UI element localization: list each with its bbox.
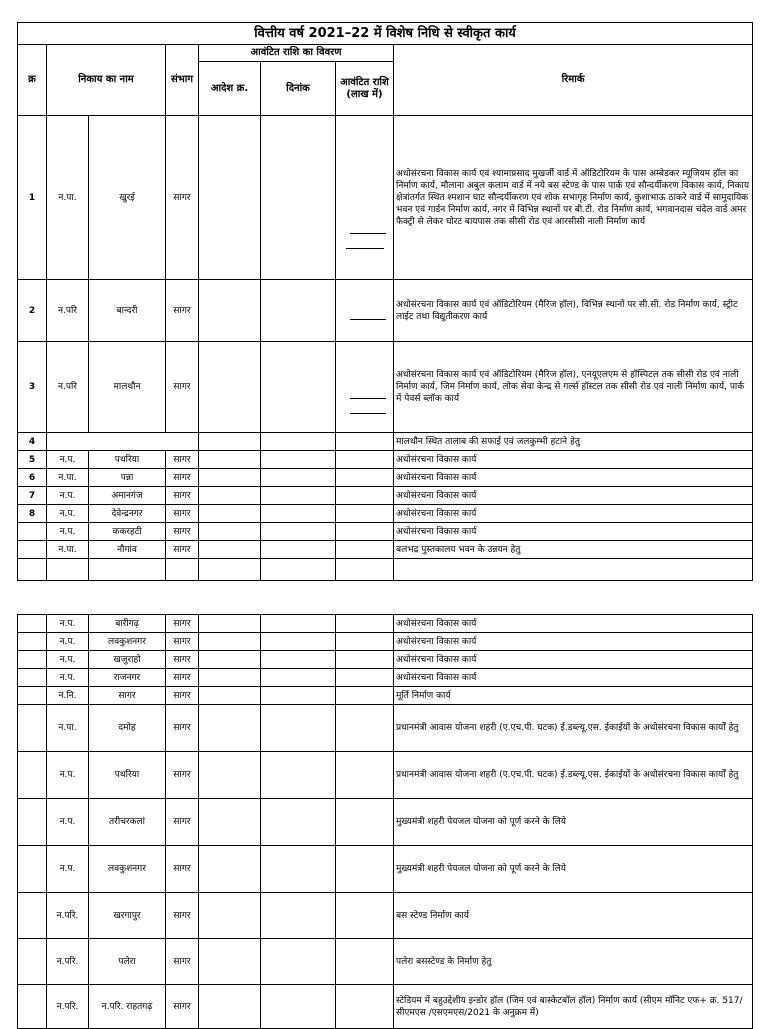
table-row — [18, 615, 753, 633]
header-sno: क्र — [18, 45, 47, 116]
row-remark: प्रधानमंत्री आवास योजना शहरी (ए.एच.पी. घटक) ई.डब्ल्यू.एस. ईकाईयों के अधोसंरचना विकास कार्यों हेतु — [394, 752, 753, 799]
row-amount — [336, 487, 394, 505]
row-type: न.नि. — [47, 687, 89, 705]
row-name: पन्ना — [89, 469, 166, 487]
table-row — [18, 846, 753, 893]
row-remark: मालथौन स्थित तालाब की सफाई एवं जलकुम्भी हटाने हेतु — [394, 433, 753, 451]
table-row — [18, 116, 753, 280]
row-date — [261, 469, 336, 487]
row-remark: अधोसंरचना विकास कार्य — [394, 633, 753, 651]
row-division: सागर — [166, 893, 199, 939]
row-amount — [336, 451, 394, 469]
row-division: सागर — [166, 523, 199, 541]
row-division: सागर — [166, 505, 199, 523]
row-remark: मुख्यमंत्री शहरी पेयजल योजना को पूर्ण करने के लिये — [394, 799, 753, 846]
row-date — [261, 280, 336, 342]
header-order-no: आदेश क्र. — [199, 62, 261, 116]
row-type: न.प. — [47, 846, 89, 893]
row-type: न.परि — [47, 280, 89, 342]
row-name: खजुराहो — [89, 651, 166, 669]
row-sno — [18, 541, 47, 559]
row-amount — [336, 280, 394, 342]
row-division: सागर — [166, 687, 199, 705]
row-amount — [336, 433, 394, 451]
table-row — [18, 433, 753, 451]
row-order-no — [199, 541, 261, 559]
row-order-no — [199, 280, 261, 342]
row-order-no — [199, 505, 261, 523]
row-division: सागर — [166, 342, 199, 433]
row-remark: अधोसंरचना विकास कार्य — [394, 651, 753, 669]
row-date — [261, 116, 336, 280]
header-date: दिनांक — [261, 62, 336, 116]
sanction-table-page2 — [17, 614, 753, 1029]
page-title: वित्तीय वर्ष 2021–22 में विशेष निधि से स्वीकृत कार्य — [18, 23, 753, 45]
row-division: सागर — [166, 451, 199, 469]
row-remark: अधोसंरचना विकास कार्य — [394, 487, 753, 505]
row-order-no — [199, 487, 261, 505]
row-division: सागर — [166, 669, 199, 687]
row-type: न.परि. — [47, 985, 89, 1029]
row-division: सागर — [166, 615, 199, 633]
row-division: सागर — [166, 939, 199, 985]
row-type: न.प. — [47, 487, 89, 505]
table-row — [18, 985, 753, 1029]
row-sno: 5 — [18, 451, 47, 469]
row-division: सागर — [166, 116, 199, 280]
row-order-no — [199, 523, 261, 541]
row-name: लवकुशनगर — [89, 633, 166, 651]
row-division: सागर — [166, 651, 199, 669]
row-remark: मूर्ति निर्माण कार्य — [394, 687, 753, 705]
row-order-no — [199, 433, 261, 451]
table-row — [18, 687, 753, 705]
header-division: संभाग — [166, 45, 199, 116]
row-division: सागर — [166, 487, 199, 505]
table-row — [18, 541, 753, 559]
row-type: न.पा. — [47, 116, 89, 280]
table-row — [18, 342, 753, 433]
row-type: न.परि — [47, 342, 89, 433]
row-type: न.प. — [47, 669, 89, 687]
row-type: न.प. — [47, 651, 89, 669]
row-type: न.परि. — [47, 939, 89, 985]
row-sno: 4 — [18, 433, 47, 451]
table-row — [18, 893, 753, 939]
row-division: सागर — [166, 280, 199, 342]
table-row — [18, 939, 753, 985]
row-name: देवेन्द्रनगर — [89, 505, 166, 523]
row-name: बान्दरी — [89, 280, 166, 342]
row-name: नौगांव — [89, 541, 166, 559]
row-name: पलेरा — [89, 939, 166, 985]
row-type: न.परि. — [47, 893, 89, 939]
row-name: सागर — [89, 687, 166, 705]
row-name: दमोह — [89, 705, 166, 752]
row-amount — [336, 469, 394, 487]
row-remark: अधोसंरचना विकास कार्य — [394, 451, 753, 469]
header-remarks: रिमार्क — [394, 45, 753, 116]
row-type: न.प. — [47, 752, 89, 799]
row-date — [261, 451, 336, 469]
row-name: ककरहटी — [89, 523, 166, 541]
row-name: पथरिया — [89, 752, 166, 799]
row-type: न.प. — [47, 451, 89, 469]
row-date — [261, 487, 336, 505]
row-remark: मुख्यमंत्री शहरी पेयजल योजना को पूर्ण करने के लिये — [394, 846, 753, 893]
row-remark: अधोसंरचना विकास कार्य एवं ऑडिटोरियम (मैरिज हॉल), एनयूएलएम से हॉस्पिटल तक सीसी रोड एवं नाली निर्माण कार्य, जिम निर्माण कार्य, लोक सेवा केन्द्र से गर्ल्स हॉस्टल तक सीसी रोड एवं नाली निर्माण कार्य, पार्क में पेवर्स ब्लॉक कार्य — [394, 342, 753, 433]
row-remark: बलभद्र पुस्तकालय भवन के उन्नयन हेतु — [394, 541, 753, 559]
row-remark: प्रधानमंत्री आवास योजना शहरी (ए.एच.पी. घटक) ई.डब्ल्यू.एस. ईकाईयों के अधोसंरचना विकास कार्यों हेतु — [394, 705, 753, 752]
row-name: राजनगर — [89, 669, 166, 687]
row-date — [261, 541, 336, 559]
row-name: बारीगढ़ — [89, 615, 166, 633]
row-division: सागर — [166, 799, 199, 846]
row-remark: स्टेडियम में बहुउद्देशीय इन्डोर हॉल (जिम एवं बास्केटबॉल हॉल) निर्माण कार्य (सीएम मॉनिट एफ+ क्र. 517/सीएमएस /एसएमएस/2021 के अनुक्रम में) — [394, 985, 753, 1029]
row-order-no — [199, 116, 261, 280]
row-amount — [336, 505, 394, 523]
row-division: सागर — [166, 633, 199, 651]
row-division: सागर — [166, 541, 199, 559]
row-name: तरीचरकलां — [89, 799, 166, 846]
row-sno: 8 — [18, 505, 47, 523]
table-row — [18, 669, 753, 687]
header-amount: आवंटित राशि (लाख में) — [336, 62, 394, 116]
amount-line — [350, 413, 386, 414]
row-sno: 7 — [18, 487, 47, 505]
table-row — [18, 469, 753, 487]
row-division: सागर — [166, 705, 199, 752]
row-remark: अधोसंरचना विकास कार्य — [394, 505, 753, 523]
row-sno — [18, 523, 47, 541]
row-sno: 1 — [18, 116, 47, 280]
row-amount — [336, 116, 394, 280]
sanction-table-page1 — [17, 22, 753, 581]
row-type: न.प. — [47, 615, 89, 633]
amount-line — [346, 248, 384, 249]
row-remark: बस स्टेण्ड निर्माण कार्य — [394, 893, 753, 939]
row-sno: 6 — [18, 469, 47, 487]
row-division: सागर — [166, 846, 199, 893]
row-date — [261, 342, 336, 433]
row-division: सागर — [166, 985, 199, 1029]
header-allotment-group: आवंटित राशि का विवरण — [199, 45, 394, 62]
row-amount — [336, 342, 394, 433]
row-sno: 3 — [18, 342, 47, 433]
row-date — [261, 433, 336, 451]
table-row — [18, 705, 753, 752]
table-row — [18, 451, 753, 469]
table-row — [18, 505, 753, 523]
row-type: न.प. — [47, 505, 89, 523]
row-remark: अधोसंरचना विकास कार्य — [394, 669, 753, 687]
table-row — [18, 799, 753, 846]
row-name: न.परि. राहतगढ़ — [89, 985, 166, 1029]
row-name: पथरिया — [89, 451, 166, 469]
row-remark: अधोसंरचना विकास कार्य — [394, 615, 753, 633]
row-type: न.पा. — [47, 705, 89, 752]
row-remark: पलेरा बसस्टेण्ड के निर्माण हेतु — [394, 939, 753, 985]
amount-line — [350, 319, 386, 320]
row-amount — [336, 523, 394, 541]
table-row — [18, 523, 753, 541]
row-type: न.पा. — [47, 469, 89, 487]
row-type: न.पा. — [47, 541, 89, 559]
table-row — [18, 280, 753, 342]
row-date — [261, 523, 336, 541]
row-name: अमानगंज — [89, 487, 166, 505]
row-remark: अधोसंरचना विकास कार्य — [394, 523, 753, 541]
row-name: खुरई — [89, 116, 166, 280]
row-order-no — [199, 469, 261, 487]
row-remark: अधोसंरचना विकास कार्य — [394, 469, 753, 487]
table-row — [18, 752, 753, 799]
row-remark: अधोसंरचना विकास कार्य एवं ऑडिटोरियम (मैरिज हॉल), विभिन्न स्थानों पर सी.सी. रोड निर्माण कार्य, स्ट्रीट लाईट तथा विद्युतीकरण कार्य — [394, 280, 753, 342]
row-type: न.प. — [47, 799, 89, 846]
row-sno: 2 — [18, 280, 47, 342]
header-body-name: निकाय का नाम — [47, 45, 166, 116]
table-row — [18, 487, 753, 505]
row-division: सागर — [166, 752, 199, 799]
row-type: न.प. — [47, 523, 89, 541]
table-row — [18, 633, 753, 651]
row-remark: अधोसंरचना विकास कार्य एवं श्यामाप्रसाद मुखर्जी वार्ड में ऑडिटोरियम के पास अम्बेडकर म्यूजियम हॉल का निर्माण कार्य, मौलाना अबुल कलाम वार्ड में नये बस स्टेण्ड के पास पार्क एवं सौन्दर्यीकरण विकास कार्य, निकाय क्षेत्रांतर्गत स्थित श्मशान घाट सौन्दर्यीकरण एवं शोक सभागृह निर्माण कार्य, कुशाभाऊ ठाकरे वार्ड में सामुदायिक भवन एवं गार्डन निर्माण कार्य, नगर में विभिन्न स्थानों पर बी.टी. रोड निर्माण कार्य, भगवानदास चंदेल वार्ड अमर फैक्ट्री से लेकर घोरट बायपास तक सीसी रोड एवं आरसीसी नाली निर्माण कार्य — [394, 116, 753, 280]
row-name: खरगापुर — [89, 893, 166, 939]
table-row — [18, 651, 753, 669]
row-order-no — [199, 451, 261, 469]
row-order-no — [199, 342, 261, 433]
row-name: लवकुशनगर — [89, 846, 166, 893]
row-type: न.प. — [47, 633, 89, 651]
row-name: मालथौन — [89, 342, 166, 433]
table-row-empty — [18, 559, 753, 581]
row-empty — [47, 433, 199, 451]
row-amount — [336, 541, 394, 559]
row-division: सागर — [166, 469, 199, 487]
row-date — [261, 505, 336, 523]
